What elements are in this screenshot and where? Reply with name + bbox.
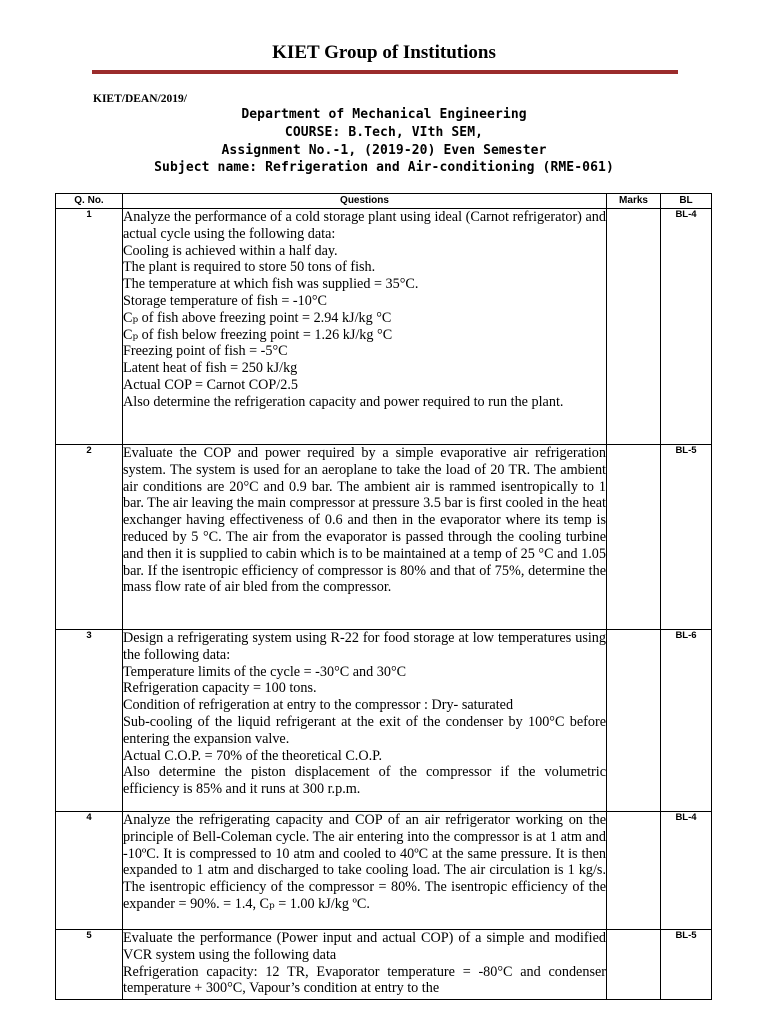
bloom-level: BL-5 — [661, 930, 712, 1000]
table-row — [56, 445, 712, 630]
question-text — [123, 630, 607, 812]
question-text — [123, 445, 607, 630]
bloom-level: BL-5 — [661, 445, 712, 630]
question-line: Sub-cooling of the liquid refrigerant at the exit of the condenser by 100°C before entering the expansion valve. — [123, 713, 606, 747]
marks-cell — [607, 630, 661, 812]
marks-cell — [607, 209, 661, 445]
question-line: Refrigeration capacity: 12 TR, Evaporator temperature = -80°C and condenser temperature + 300°C, Vapour’s condition at entry to the — [123, 963, 606, 997]
question-line: Actual COP = Carnot COP/2.5 — [123, 376, 298, 393]
course-heading: COURSE: B.Tech, VIth SEM, — [284, 125, 484, 140]
question-line: Evaluate the performance (Power input and actual COP) of a simple and modified VCR system using the following data — [123, 930, 606, 963]
question-line: Freezing point of fish = -5°C — [123, 343, 288, 360]
marks-cell — [607, 930, 661, 1000]
question-line: Cₚ of fish above freezing point = 2.94 kJ/kg °C — [123, 309, 392, 326]
question-text — [123, 812, 607, 930]
question-line: Storage temperature of fish = -10°C — [123, 292, 327, 309]
bloom-level: BL-6 — [661, 630, 712, 812]
bloom-level: BL-4 — [661, 812, 712, 930]
question-line: Cooling is achieved within a half day. — [123, 242, 338, 259]
table-header-row — [56, 194, 712, 209]
reference-code: KIET/DEAN/2019/ — [93, 93, 187, 105]
question-line: Evaluate the COP and power required by a simple evaporative air refrigeration system. The system is used for an aeroplane to take the load of 20 TR. The ambient air conditions are 20°C and 0.9 bar. The ambient air is rammed isentropically to 1 bar. The air leaving the main compressor at pressure 3.5 bar is first cooled in the heat exchanger having effectiveness of 0.6 and then in the evaporator where its temp is reduced by 5 °C. The air from the evaporator is passed through the cooling turbine and then it is supplied to cabin which is to be maintained at a temp of 25 °C and 1.05 bar. If the isentropic efficiency of compressor is 80% and that of 75%, determine the mass flow rate of air bled from the compressor. — [123, 445, 606, 596]
bloom-level: BL-4 — [661, 209, 712, 445]
question-line: Also determine the refrigeration capacity and power required to run the plant. — [123, 393, 564, 410]
department-heading: Department of Mechanical Engineering — [241, 107, 527, 122]
question-line: Refrigeration capacity = 100 tons. — [123, 680, 317, 697]
question-line: Cₚ of fish below freezing point = 1.26 kJ/kg °C — [123, 326, 393, 343]
table-row — [56, 930, 712, 1000]
question-line: Condition of refrigeration at entry to the compressor : Dry- saturated — [123, 697, 514, 714]
table-row — [56, 812, 712, 930]
column-header-bl: BL — [661, 194, 712, 209]
institution-title: KIET Group of Institutions — [272, 42, 496, 63]
assignment-heading: Assignment No.-1, (2019-20) Even Semester — [221, 143, 547, 158]
questions-table — [55, 193, 712, 1000]
marks-cell — [607, 445, 661, 630]
question-line: Analyze the refrigerating capacity and COP of an air refrigerator working on the principle of Bell-Coleman cycle. The air entering into the compressor is at 1 atm and -10ºC. It is compressed to 10 atm and cooled to 40ºC at the same pressure. It is then expanded to 1 atm and discharged to take cooling load. The air circulation is 1 kg/s. The isentropic efficiency of the compressor = 80%. The isentropic efficiency of the expander = 90%. = 1.4, Cₚ = 1.00 kJ/kg ºC. — [123, 812, 606, 912]
question-number: 3 — [56, 630, 123, 812]
question-line: Also determine the piston displacement of the compressor if the volumetric efficiency is 85% and it runs at 300 r.p.m. — [123, 764, 606, 798]
question-line: Analyze the performance of a cold storage plant using ideal (Carnot refrigerator) and actual cycle using the following data: — [123, 209, 606, 242]
question-line: Design a refrigerating system using R-22 for food storage at low temperatures using the following data: — [123, 630, 606, 663]
question-line: The temperature at which fish was supplied = 35°C. — [123, 276, 419, 293]
question-line: Temperature limits of the cycle = -30°C and 30°C — [123, 663, 407, 680]
table-row — [56, 209, 712, 445]
question-line: Actual C.O.P. = 70% of the theoretical C.O.P. — [123, 747, 383, 764]
table-row — [56, 630, 712, 812]
column-header-qno: Q. No. — [56, 194, 123, 209]
column-header-questions: Questions — [123, 194, 607, 209]
marks-cell — [607, 812, 661, 930]
question-line: Latent heat of fish = 250 kJ/kg — [123, 360, 298, 377]
question-number: 4 — [56, 812, 123, 930]
subject-heading: Subject name: Refrigeration and Air-conditioning (RME-061) — [154, 160, 614, 175]
question-number: 5 — [56, 930, 123, 1000]
header-divider — [92, 70, 678, 74]
question-line: The plant is required to store 50 tons of fish. — [123, 259, 376, 276]
column-header-marks: Marks — [607, 194, 661, 209]
question-number: 1 — [56, 209, 123, 445]
question-number: 2 — [56, 445, 123, 630]
question-text — [123, 930, 607, 1000]
question-text — [123, 209, 607, 445]
